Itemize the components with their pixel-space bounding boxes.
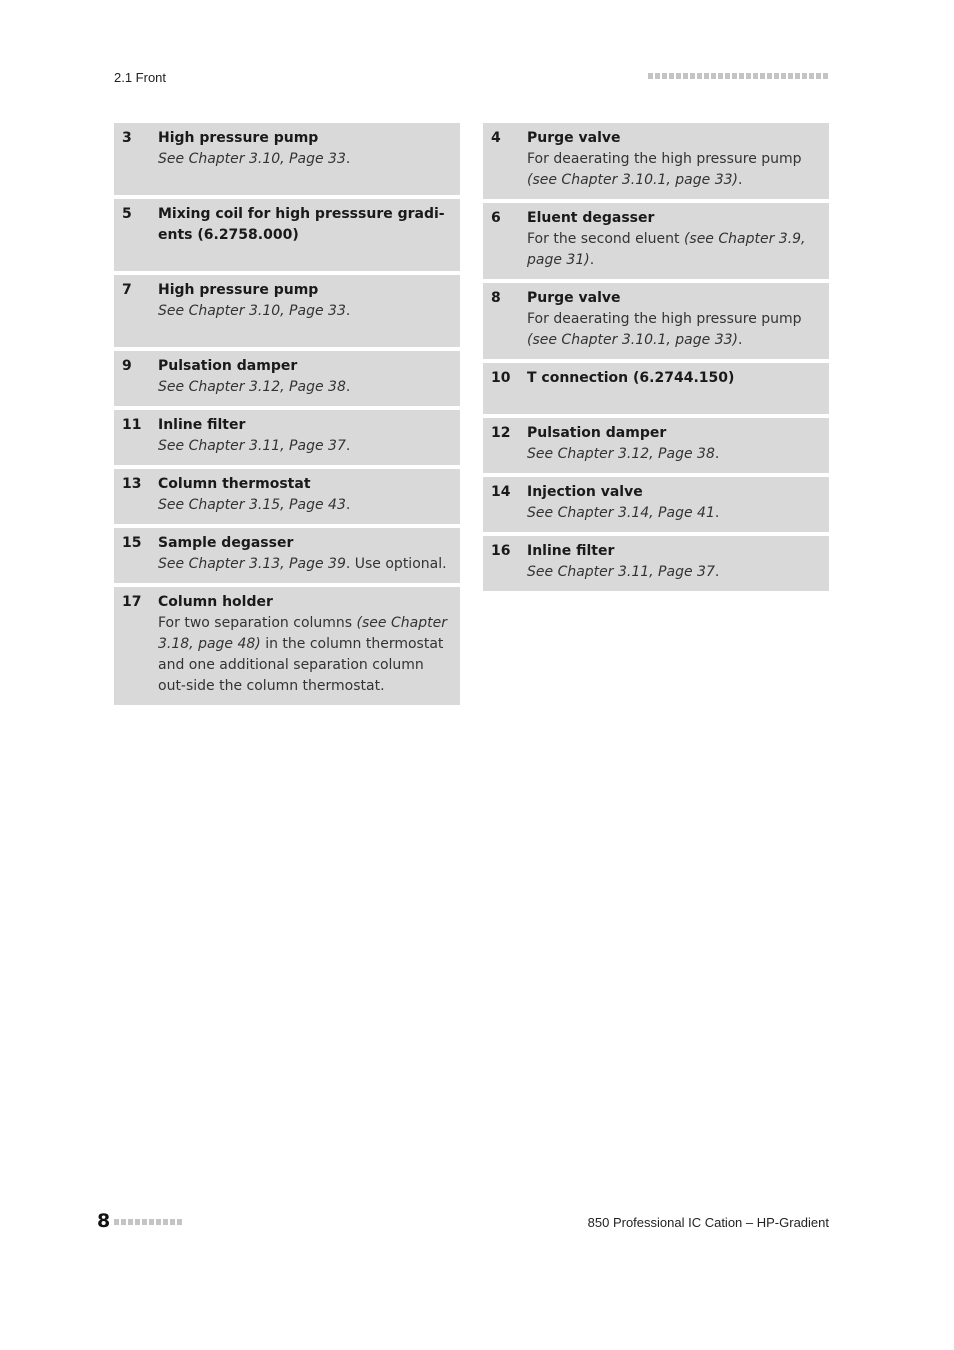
decorative-square bbox=[149, 1219, 154, 1225]
decorative-square bbox=[156, 1219, 161, 1225]
legend-item-description bbox=[527, 149, 819, 191]
description-text: For two separation columns bbox=[158, 615, 357, 631]
decorative-square bbox=[760, 73, 765, 79]
legend-item-number: 8 bbox=[491, 290, 501, 306]
legend-item-title: Inline filter bbox=[158, 417, 246, 433]
decorative-square bbox=[121, 1219, 126, 1225]
decorative-square bbox=[177, 1219, 182, 1225]
legend-item-title: Eluent degasser bbox=[527, 210, 655, 226]
legend-item bbox=[483, 203, 829, 279]
legend-item-body bbox=[527, 208, 819, 271]
legend-item-number: 3 bbox=[122, 130, 132, 146]
decorative-square bbox=[739, 73, 744, 79]
legend-item-title: Sample degasser bbox=[158, 535, 294, 551]
legend-item-number: 11 bbox=[122, 417, 142, 433]
legend-item-title: Purge valve bbox=[527, 290, 621, 306]
legend-item-number: 15 bbox=[122, 535, 142, 551]
legend-item bbox=[114, 587, 460, 705]
chapter-reference: (see Chapter 3.10.1, page 33) bbox=[527, 172, 738, 188]
legend-column-right bbox=[483, 123, 829, 595]
decorative-square bbox=[767, 73, 772, 79]
decorative-square bbox=[662, 73, 667, 79]
decorative-square bbox=[697, 73, 702, 79]
legend-item-body bbox=[158, 280, 450, 339]
decorative-square bbox=[128, 1219, 133, 1225]
legend-item-number: 12 bbox=[491, 425, 511, 441]
legend-item-number: 17 bbox=[122, 594, 142, 610]
description-text: . Use optional. bbox=[345, 556, 447, 572]
decorative-square bbox=[163, 1219, 168, 1225]
legend-item bbox=[483, 123, 829, 199]
decorative-square bbox=[725, 73, 730, 79]
legend-item bbox=[114, 351, 460, 406]
description-text: . bbox=[714, 505, 720, 521]
legend-item-description bbox=[158, 301, 450, 322]
chapter-reference: See Chapter 3.14, Page 41 bbox=[527, 505, 715, 521]
chapter-reference: See Chapter 3.10, Page 33 bbox=[158, 151, 346, 167]
description-text: . bbox=[345, 151, 351, 167]
legend-item-number: 14 bbox=[491, 484, 511, 500]
decorative-square bbox=[802, 73, 807, 79]
decorative-square bbox=[732, 73, 737, 79]
chapter-reference: (see Chapter 3.9, page 31) bbox=[527, 231, 806, 268]
description-text: . bbox=[345, 303, 351, 319]
legend-item-description bbox=[527, 309, 819, 351]
decorative-square bbox=[746, 73, 751, 79]
decorative-square bbox=[788, 73, 793, 79]
page-number: 8 bbox=[97, 1210, 111, 1232]
decorative-square bbox=[114, 1219, 119, 1225]
legend-item-body bbox=[158, 128, 450, 187]
decorative-square bbox=[774, 73, 779, 79]
legend-item-title: Pulsation damper bbox=[527, 425, 667, 441]
legend-item-description bbox=[158, 613, 450, 697]
legend-item bbox=[114, 469, 460, 524]
description-text: . bbox=[714, 446, 720, 462]
decorative-square bbox=[704, 73, 709, 79]
legend-item-body bbox=[527, 288, 819, 351]
chapter-reference: See Chapter 3.12, Page 38 bbox=[527, 446, 715, 462]
legend-item bbox=[114, 123, 460, 195]
decorative-square bbox=[142, 1219, 147, 1225]
legend-item-title: Mixing coil for high presssure gradi-ents (6.2758.000) bbox=[158, 206, 445, 243]
chapter-reference: See Chapter 3.13, Page 39 bbox=[158, 556, 346, 572]
decorative-square bbox=[753, 73, 758, 79]
legend-item-title: Column holder bbox=[158, 594, 273, 610]
legend-item-description bbox=[158, 554, 450, 575]
chapter-reference: See Chapter 3.11, Page 37 bbox=[527, 564, 715, 580]
legend-item-number: 5 bbox=[122, 206, 132, 222]
chapter-reference: See Chapter 3.15, Page 43 bbox=[158, 497, 346, 513]
legend-item-body bbox=[527, 128, 819, 191]
decorative-square bbox=[781, 73, 786, 79]
description-text: . bbox=[345, 379, 351, 395]
legend-item-title: High pressure pump bbox=[158, 282, 319, 298]
legend-item-title: High pressure pump bbox=[158, 130, 319, 146]
description-text: . bbox=[737, 332, 743, 348]
legend-item bbox=[483, 477, 829, 532]
legend-item-description bbox=[527, 229, 819, 271]
legend-item-body bbox=[158, 533, 450, 575]
legend-item-body bbox=[158, 415, 450, 457]
chapter-reference: See Chapter 3.11, Page 37 bbox=[158, 438, 346, 454]
description-text: For the second eluent bbox=[527, 231, 684, 247]
legend-item-title: Column thermostat bbox=[158, 476, 311, 492]
chapter-reference: See Chapter 3.10, Page 33 bbox=[158, 303, 346, 319]
description-text: . bbox=[345, 497, 351, 513]
chapter-reference: See Chapter 3.12, Page 38 bbox=[158, 379, 346, 395]
footer-product-name: 850 Professional IC Cation – HP-Gradient bbox=[587, 1215, 829, 1230]
decorative-square bbox=[648, 73, 653, 79]
legend-item bbox=[483, 536, 829, 591]
legend-item bbox=[483, 418, 829, 473]
decorative-square bbox=[690, 73, 695, 79]
legend-item-title: Pulsation damper bbox=[158, 358, 298, 374]
legend-item-description bbox=[527, 503, 819, 524]
legend-item bbox=[114, 275, 460, 347]
description-text: in the column thermostat and one additional separation column out-side the column thermostat. bbox=[158, 636, 444, 694]
decorative-square bbox=[170, 1219, 175, 1225]
decorative-square bbox=[823, 73, 828, 79]
legend-item bbox=[114, 528, 460, 583]
legend-item-number: 9 bbox=[122, 358, 132, 374]
legend-item-description bbox=[158, 149, 450, 170]
legend-item-body bbox=[158, 592, 450, 697]
decorative-square bbox=[655, 73, 660, 79]
legend-item-body bbox=[527, 423, 819, 465]
legend-item-title: T connection (6.2744.150) bbox=[527, 370, 735, 386]
legend-item-body bbox=[158, 204, 450, 263]
legend-item-description bbox=[158, 436, 450, 457]
decorative-square bbox=[135, 1219, 140, 1225]
legend-item-number: 13 bbox=[122, 476, 142, 492]
description-text: . bbox=[737, 172, 743, 188]
legend-column-left bbox=[114, 123, 460, 709]
legend-item-title: Injection valve bbox=[527, 484, 643, 500]
legend-item bbox=[114, 199, 460, 271]
legend-item-body bbox=[158, 356, 450, 398]
legend-item bbox=[483, 363, 829, 414]
description-text: For deaerating the high pressure pump bbox=[527, 311, 802, 327]
legend-item-number: 10 bbox=[491, 370, 511, 386]
description-text: . bbox=[589, 252, 595, 268]
legend-item-description bbox=[158, 495, 450, 516]
legend-item-description bbox=[158, 377, 450, 398]
legend-item bbox=[483, 283, 829, 359]
decorative-square bbox=[683, 73, 688, 79]
description-text: . bbox=[714, 564, 720, 580]
legend-item-body bbox=[527, 368, 819, 406]
decorative-square bbox=[795, 73, 800, 79]
decorative-square bbox=[669, 73, 674, 79]
legend-item-number: 16 bbox=[491, 543, 511, 559]
decorative-square bbox=[809, 73, 814, 79]
legend-item bbox=[114, 410, 460, 465]
legend-item-number: 6 bbox=[491, 210, 501, 226]
description-text: For deaerating the high pressure pump bbox=[527, 151, 802, 167]
chapter-reference: (see Chapter 3.18, page 48) bbox=[158, 615, 447, 652]
legend-item-description bbox=[527, 562, 819, 583]
decorative-square bbox=[816, 73, 821, 79]
legend-item-title: Inline filter bbox=[527, 543, 615, 559]
section-header: 2.1 Front bbox=[114, 70, 167, 85]
decorative-square bbox=[711, 73, 716, 79]
chapter-reference: (see Chapter 3.10.1, page 33) bbox=[527, 332, 738, 348]
legend-item-body bbox=[527, 541, 819, 583]
legend-item-body bbox=[158, 474, 450, 516]
footer-decorative-squares bbox=[114, 1219, 182, 1225]
legend-item-title: Purge valve bbox=[527, 130, 621, 146]
header-decorative-squares bbox=[648, 73, 828, 79]
legend-item-description bbox=[527, 444, 819, 465]
legend-item-number: 4 bbox=[491, 130, 501, 146]
decorative-square bbox=[718, 73, 723, 79]
legend-item-body bbox=[527, 482, 819, 524]
legend-item-number: 7 bbox=[122, 282, 132, 298]
decorative-square bbox=[676, 73, 681, 79]
description-text: . bbox=[345, 438, 351, 454]
